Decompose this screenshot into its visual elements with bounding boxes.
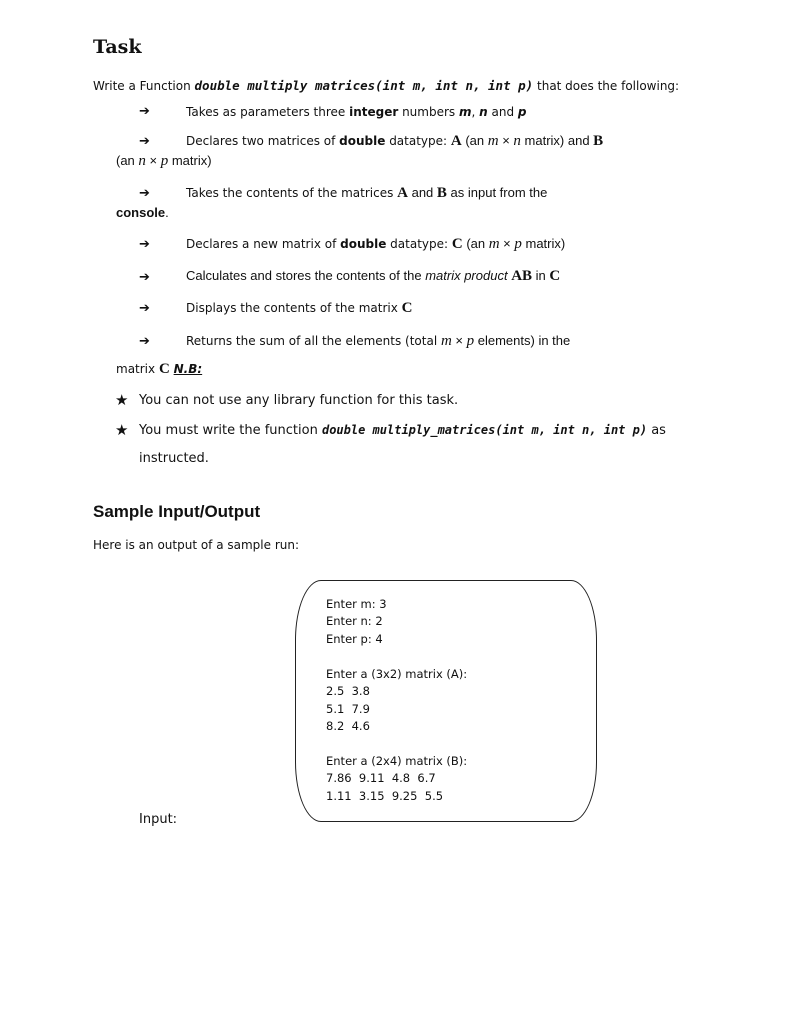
console-line: 2.5 3.8 [326,684,370,698]
arrow-icon: ➔ [139,237,150,252]
arrow-icon: ➔ [139,186,150,201]
console-line: Enter a (3x2) matrix (A): [326,667,468,681]
console-line: 5.1 7.9 [326,702,370,716]
arrow-icon: ➔ [139,270,150,285]
rule-function-signature: You must write the function double multiply_matrices(int m, int n, int p) as [139,423,666,438]
bullet-2-continuation: (an n × p matrix) [116,153,212,169]
input-label: Input: [139,812,178,827]
bullet-1: Takes as parameters three integer numbers m, n and p [186,105,527,119]
rule-no-library: You can not use any library function for this task. [139,393,459,408]
console-line: Enter n: 2 [326,614,383,628]
bullet-7-continuation: matrix C N.B: [116,361,203,377]
task-intro: Write a Function double multiply matrices(int m, int n, int p) that does the following: [93,78,680,93]
nb-note: N.B: [173,362,203,376]
arrow-icon: ➔ [139,301,150,316]
function-signature: double multiply matrices(int m, int n, int p) [194,78,534,93]
bullet-3-continuation: console. [116,205,169,220]
console-line: Enter m: 3 [326,597,387,611]
rule-continuation: instructed. [139,451,209,466]
page-title: Task [93,36,142,58]
console-line: 8.2 4.6 [326,719,370,733]
bullet-5: Calculates and stores the contents of the matrix product AB in C [186,268,561,284]
bullet-4: Declares a new matrix of double datatype: C (an m × p matrix) [186,236,566,252]
console-line: 1.11 3.15 9.25 5.5 [326,789,444,803]
arrow-icon: ➔ [139,104,150,119]
bullet-2: Declares two matrices of double datatype: A (an m × n matrix) and B [186,133,604,149]
function-signature: double multiply_matrices(int m, int n, int p) [321,423,648,437]
console-line: Enter p: 4 [326,632,383,646]
arrow-icon: ➔ [139,334,150,349]
console-line: 7.86 9.11 4.8 6.7 [326,771,436,785]
star-icon: ★ [115,421,129,439]
bullet-6: Displays the contents of the matrix C [186,300,413,316]
bullet-7: Returns the sum of all the elements (total m × p elements) in the [186,333,571,349]
sample-intro: Here is an output of a sample run: [93,538,300,552]
bullet-3: Takes the contents of the matrices A and B as input from the [186,185,548,201]
star-icon: ★ [115,391,129,409]
console-line: Enter a (2x4) matrix (B): [326,754,468,768]
arrow-icon: ➔ [139,134,150,149]
section-heading: Sample Input/Output [93,502,261,521]
